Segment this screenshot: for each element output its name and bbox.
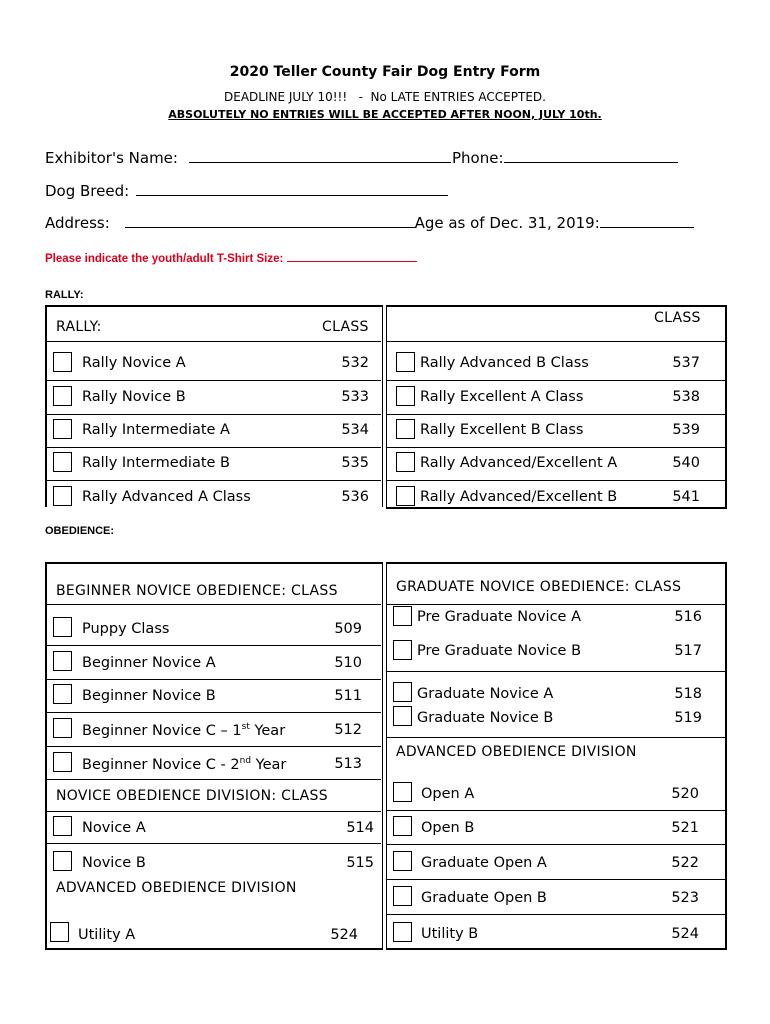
graduate-novice-header: GRADUATE NOVICE OBEDIENCE: CLASS — [396, 579, 682, 595]
class-label: Beginner Novice C - 2nd Year — [82, 756, 287, 773]
advanced-obedience-header-right: ADVANCED OBEDIENCE DIVISION — [396, 744, 637, 760]
class-label: Rally Advanced/Excellent A — [420, 455, 618, 471]
class-number: 523 — [671, 890, 699, 906]
class-checkbox[interactable] — [53, 617, 72, 637]
class-label: Graduate Open A — [421, 855, 547, 871]
class-label: Rally Novice B — [82, 389, 186, 405]
class-checkbox[interactable] — [53, 684, 72, 704]
class-label: Rally Advanced/Excellent B — [420, 489, 618, 505]
rally-left-class-header: CLASS — [322, 319, 369, 335]
advanced-obedience-header-left: ADVANCED OBEDIENCE DIVISION — [56, 880, 297, 896]
rally-left-table — [45, 305, 383, 507]
deadline-notice: DEADLINE JULY 10!!! - No LATE ENTRIES ACCEPTED. — [224, 90, 546, 104]
phone-field[interactable] — [504, 148, 678, 163]
class-checkbox[interactable] — [53, 752, 72, 772]
class-number: 509 — [334, 621, 362, 637]
class-number: 524 — [330, 927, 358, 943]
class-label: Rally Excellent A Class — [420, 389, 584, 405]
class-number: 519 — [674, 710, 702, 726]
class-number: 534 — [341, 422, 369, 438]
class-number: 532 — [341, 355, 369, 371]
exhibitor-name-row — [45, 148, 451, 167]
class-checkbox[interactable] — [53, 816, 72, 836]
class-checkbox[interactable] — [396, 419, 415, 439]
class-number: 539 — [672, 422, 700, 438]
class-label: Novice B — [82, 855, 146, 871]
class-label: Beginner Novice C – 1st Year — [82, 722, 286, 739]
address-label: Address: — [45, 214, 110, 232]
class-number: 538 — [672, 389, 700, 405]
exhibitor-name-label: Exhibitor's Name: — [45, 149, 178, 167]
class-label: Rally Excellent B Class — [420, 422, 584, 438]
class-label: Rally Novice A — [82, 355, 186, 371]
class-number: 533 — [341, 389, 369, 405]
class-checkbox[interactable] — [53, 452, 72, 472]
tshirt-size-field[interactable] — [287, 250, 417, 262]
class-number: 513 — [334, 756, 362, 772]
class-checkbox[interactable] — [396, 386, 415, 406]
class-checkbox[interactable] — [50, 922, 69, 942]
class-number: 516 — [674, 609, 702, 625]
class-label: Utility A — [78, 927, 136, 943]
address-field[interactable] — [125, 213, 415, 228]
class-checkbox[interactable] — [53, 486, 72, 506]
class-checkbox[interactable] — [393, 682, 412, 702]
class-number: 540 — [672, 455, 700, 471]
class-label: Pre Graduate Novice B — [417, 643, 582, 659]
rally-left-header: RALLY: — [56, 319, 102, 335]
age-label: Age as of Dec. 31, 2019: — [414, 214, 600, 232]
absolute-deadline-notice: ABSOLUTELY NO ENTRIES WILL BE ACCEPTED AFTER NOON, JULY 10th. — [168, 108, 602, 121]
class-number: 522 — [671, 855, 699, 871]
form-title: 2020 Teller County Fair Dog Entry Form — [229, 64, 541, 80]
class-label: Pre Graduate Novice A — [417, 609, 581, 625]
age-field[interactable] — [600, 213, 694, 228]
class-label: Graduate Novice B — [417, 710, 554, 726]
class-checkbox[interactable] — [393, 606, 412, 626]
class-label: Beginner Novice B — [82, 688, 216, 704]
class-label: Rally Intermediate A — [82, 422, 230, 438]
class-checkbox[interactable] — [53, 651, 72, 671]
class-number: 520 — [671, 786, 699, 802]
phone-row — [452, 148, 678, 167]
class-number: 536 — [341, 489, 369, 505]
rally-right-class-header: CLASS — [654, 310, 701, 326]
class-label: Open B — [421, 820, 475, 836]
class-label: Novice A — [82, 820, 146, 836]
class-label: Puppy Class — [82, 621, 170, 637]
class-number: 512 — [334, 722, 362, 738]
class-label: Graduate Novice A — [417, 686, 554, 702]
class-label: Beginner Novice A — [82, 655, 216, 671]
beginner-novice-header: BEGINNER NOVICE OBEDIENCE: CLASS — [56, 583, 338, 599]
class-number: 518 — [674, 686, 702, 702]
class-checkbox[interactable] — [396, 452, 415, 472]
class-checkbox[interactable] — [53, 386, 72, 406]
class-number: 511 — [334, 688, 362, 704]
tshirt-row — [45, 250, 417, 265]
class-label: Graduate Open B — [421, 890, 547, 906]
class-number: 521 — [671, 820, 699, 836]
class-number: 541 — [672, 489, 700, 505]
class-checkbox[interactable] — [53, 419, 72, 439]
class-checkbox[interactable] — [53, 851, 72, 871]
dog-breed-row — [45, 181, 448, 200]
novice-obedience-header: NOVICE OBEDIENCE DIVISION: CLASS — [56, 788, 328, 804]
rally-section-label: RALLY: — [45, 289, 84, 301]
class-checkbox[interactable] — [393, 851, 412, 871]
class-number: 517 — [674, 643, 702, 659]
obedience-section-label: OBEDIENCE: — [45, 525, 115, 537]
class-label: Rally Intermediate B — [82, 455, 230, 471]
class-checkbox[interactable] — [393, 922, 412, 942]
phone-label: Phone: — [452, 149, 504, 167]
class-checkbox[interactable] — [53, 718, 72, 738]
class-number: 515 — [346, 855, 374, 871]
class-checkbox[interactable] — [393, 816, 412, 836]
address-row — [45, 213, 694, 232]
tshirt-label: Please indicate the youth/adult T-Shirt Size: — [45, 253, 284, 265]
class-number: 524 — [671, 926, 699, 942]
class-number: 514 — [346, 820, 374, 836]
class-checkbox[interactable] — [393, 782, 412, 802]
class-number: 535 — [341, 455, 369, 471]
class-number: 510 — [334, 655, 362, 671]
dog-breed-field[interactable] — [136, 181, 448, 196]
class-checkbox[interactable] — [393, 886, 412, 906]
class-label: Rally Advanced B Class — [420, 355, 589, 371]
class-checkbox[interactable] — [396, 486, 415, 506]
exhibitor-name-field[interactable] — [189, 148, 451, 163]
class-checkbox[interactable] — [396, 352, 415, 372]
class-checkbox[interactable] — [53, 352, 72, 372]
class-checkbox[interactable] — [393, 640, 412, 660]
rally-right-table — [386, 305, 727, 509]
dog-breed-label: Dog Breed: — [45, 182, 130, 200]
class-number: 537 — [672, 355, 700, 371]
class-checkbox[interactable] — [393, 706, 412, 726]
class-label: Utility B — [421, 926, 479, 942]
class-label: Rally Advanced A Class — [82, 489, 251, 505]
class-label: Open A — [421, 786, 475, 802]
